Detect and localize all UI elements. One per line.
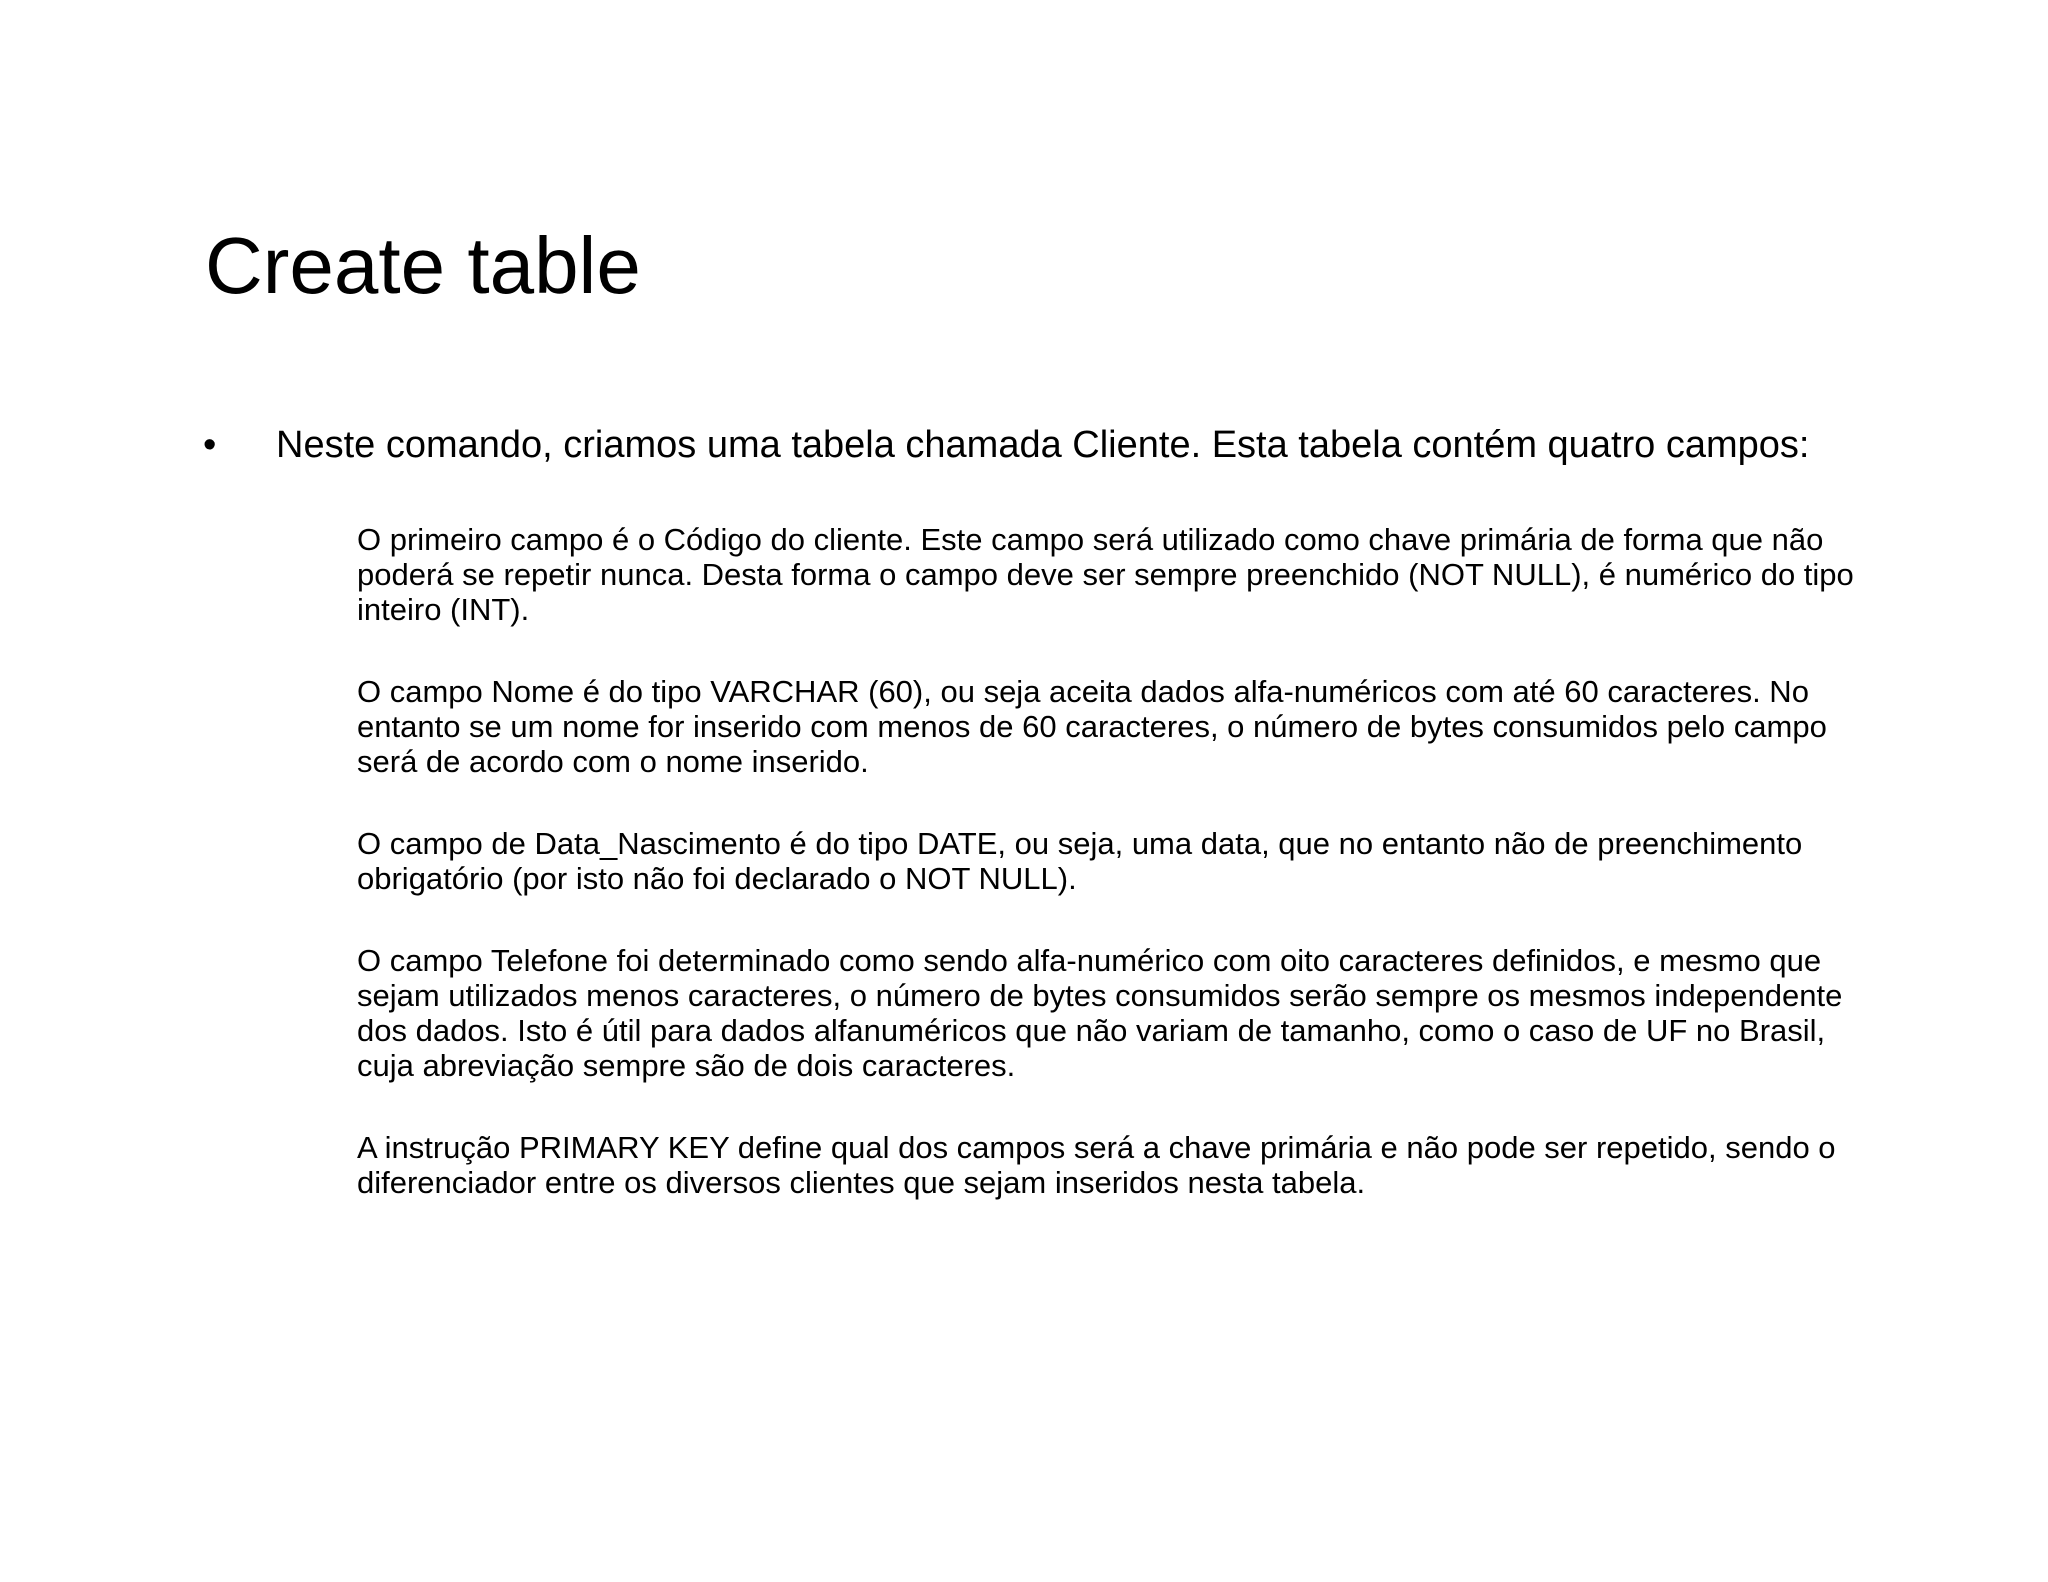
main-bullet <box>203 426 1843 464</box>
bullet-dot-icon: • <box>203 424 217 466</box>
slide-title: Create table <box>205 221 641 310</box>
paragraph-data-nascimento: O campo de Data_Nascimento é do tipo DATE, ou seja, uma data, que no entanto não de preenchimento obrigatório (por isto não foi declarado o NOT NULL). <box>357 826 1803 896</box>
paragraph-nome: O campo Nome é do tipo VARCHAR (60), ou seja aceita dados alfa-numéricos com até 60 caracteres. No entanto se um nome for inserido com menos de 60 caracteres, o número de bytes consumidos pelo campo será de acordo com o nome inserido. <box>357 674 1827 779</box>
bullet-text: Neste comando, criamos uma tabela chamada Cliente. Esta tabela contém quatro campos: <box>276 424 1810 466</box>
paragraph-primary-key: A instrução PRIMARY KEY define qual dos campos será a chave primária e não pode ser repetido, sendo o diferenciador entre os diversos clientes que sejam inseridos nesta tabela. <box>357 1130 1836 1200</box>
paragraph-telefone: O campo Telefone foi determinado como sendo alfa-numérico com oito caracteres definidos, e mesmo que sejam utilizados menos caracteres, o número de bytes consumidos serão sempre os mesmos independente dos dados. Isto é útil para dados alfanuméricos que não variam de tamanho, como o caso de UF no Brasil, cuja abreviação sempre são de dois caracteres. <box>357 943 1843 1083</box>
paragraph-codigo: O primeiro campo é o Código do cliente. Este campo será utilizado como chave primária de forma que não poderá se repetir nunca. Desta forma o campo deve ser sempre preenchido (NOT NULL), é numérico do tipo inteiro (INT). <box>357 522 1854 627</box>
field-descriptions <box>357 522 1877 1247</box>
